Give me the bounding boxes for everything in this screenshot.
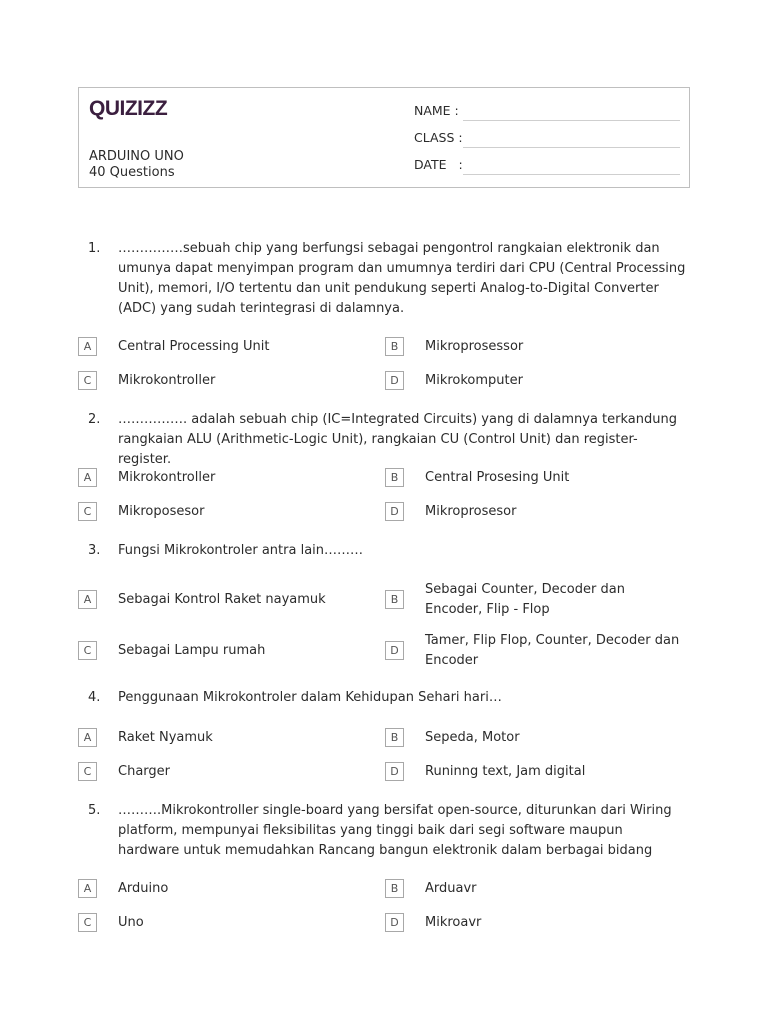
name-label: NAME : <box>414 103 459 118</box>
option-text: Mikroprosessor <box>425 339 524 354</box>
option-text: Uno <box>118 915 144 930</box>
option-text: Mikrokomputer <box>425 373 523 388</box>
class-line <box>463 147 680 148</box>
question-text: Penggunaan Mikrokontroler dalam Kehidupan Sehari hari… <box>118 690 502 705</box>
question-text: ……………. adalah sebuah chip (IC=Integrated Circuits) yang di dalamnya terkandung rangkaian ALU (Arithmetic-Logic Unit), rangkaian CU (Control Unit) dan register-register. <box>118 412 677 467</box>
option-letter: B <box>385 337 404 356</box>
option-text: Arduavr <box>425 881 477 896</box>
date-line <box>463 174 680 175</box>
question-count: 40 Questions <box>89 165 175 180</box>
option-letter: B <box>385 879 404 898</box>
name-line <box>463 120 680 121</box>
question-number: 5. <box>88 803 101 818</box>
question-text: ……….Mikrokontroller single-board yang bersifat open-source, diturunkan dari Wiring platform, mempunyai fleksibilitas yang tinggi baik dari segi software maupun hardware untuk memudahkan Rancang bangun elektronik dalam berbagai bidang <box>118 803 672 858</box>
option-letter: D <box>385 762 404 781</box>
option-letter: A <box>78 337 97 356</box>
option-letter: D <box>385 502 404 521</box>
option-text: Mikroprosesor <box>425 504 517 519</box>
option-text: Sebagai Lampu rumah <box>118 643 266 658</box>
option-text: Mikroposesor <box>118 504 205 519</box>
option-letter: B <box>385 590 404 609</box>
option-letter: B <box>385 468 404 487</box>
option-letter: C <box>78 371 97 390</box>
option-text: Sebagai Counter, Decoder dan Encoder, Flip - Flop <box>425 582 625 617</box>
option-letter: D <box>385 371 404 390</box>
question-number: 3. <box>88 543 101 558</box>
option-letter: D <box>385 641 404 660</box>
option-letter: C <box>78 502 97 521</box>
option-text: Central Processing Unit <box>118 339 270 354</box>
quizizz-logo <box>89 96 169 120</box>
option-text: Tamer, Flip Flop, Counter, Decoder dan Encoder <box>425 633 680 668</box>
option-letter: B <box>385 728 404 747</box>
date-label: DATE : <box>414 157 463 172</box>
option-text: Mikroavr <box>425 915 482 930</box>
option-letter: C <box>78 641 97 660</box>
option-text: Sebagai Kontrol Raket nayamuk <box>118 592 326 607</box>
option-letter: A <box>78 728 97 747</box>
option-text: Central Prosesing Unit <box>425 470 570 485</box>
option-letter: C <box>78 762 97 781</box>
question-number: 1. <box>88 241 101 256</box>
question-text: ……………sebuah chip yang berfungsi sebagai pengontrol rangkaian elektronik dan umunya dapat menyimpan program dan umumnya terdiri dari CPU (Central Processing Unit), memori, I/O tertentu dan unit pendukung seperti Analog-to-Digital Converter (ADC) yang sudah terintegrasi di dalamnya. <box>118 241 686 316</box>
worksheet-header <box>78 87 690 188</box>
option-letter: A <box>78 468 97 487</box>
option-text: Charger <box>118 764 170 779</box>
option-letter: C <box>78 913 97 932</box>
question-number: 4. <box>88 690 101 705</box>
option-text: Runinng text, Jam digital <box>425 764 586 779</box>
class-label: CLASS : <box>414 130 463 145</box>
option-text: Mikrokontroller <box>118 470 216 485</box>
option-letter: D <box>385 913 404 932</box>
question-number: 2. <box>88 412 101 427</box>
option-letter: A <box>78 879 97 898</box>
option-text: Arduino <box>118 881 169 896</box>
option-text: Sepeda, Motor <box>425 730 520 745</box>
option-text: Mikrokontroller <box>118 373 216 388</box>
quiz-title: ARDUINO UNO <box>89 149 184 164</box>
option-text: Raket Nyamuk <box>118 730 213 745</box>
question-text: Fungsi Mikrokontroler antra lain……… <box>118 543 364 558</box>
logo-text: QUIZIZZ <box>89 97 168 120</box>
option-letter: A <box>78 590 97 609</box>
